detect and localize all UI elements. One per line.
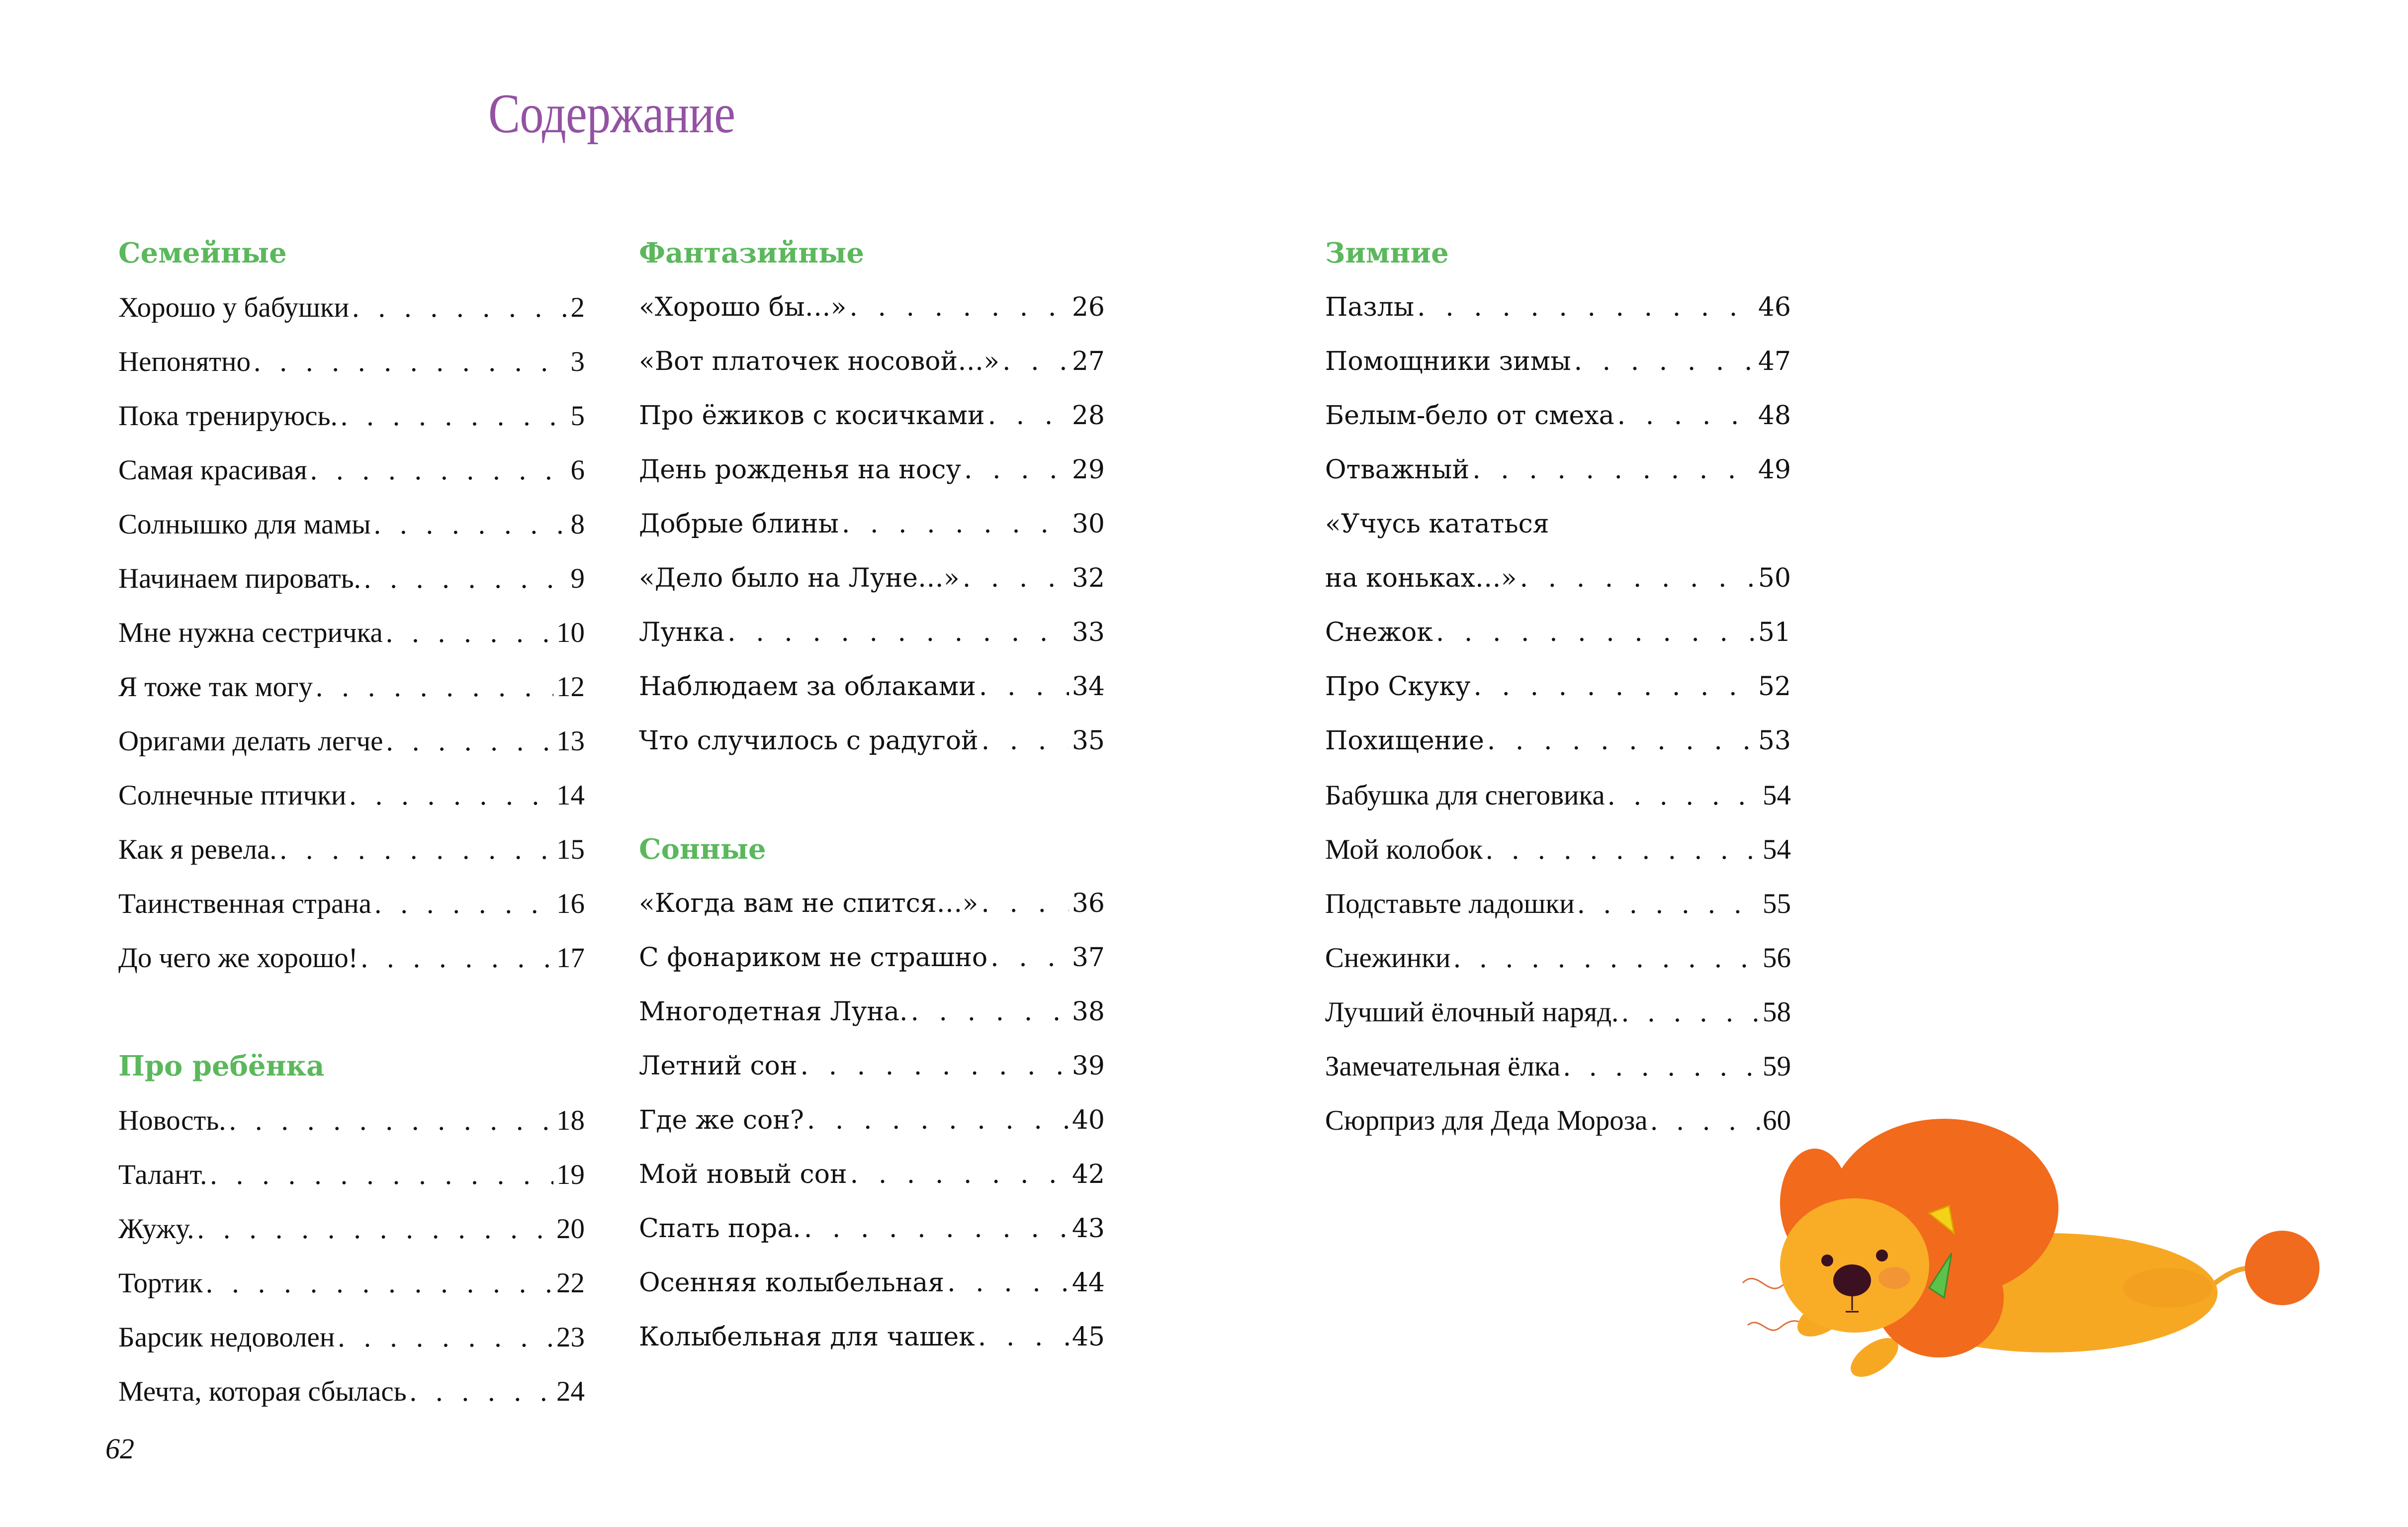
toc-entry[interactable]: «Когда вам не спится…» . . . 36 xyxy=(639,877,1105,931)
page-ref: 54 xyxy=(1763,780,1791,811)
dot-leader xyxy=(849,280,1069,335)
toc-entry[interactable]: Солнечные птички . . . 14 xyxy=(118,768,585,822)
dot-leader xyxy=(842,497,1069,551)
toc-entry[interactable]: Сюрприз для Деда Мороза . . . 60 xyxy=(1325,1093,1791,1148)
toc-entry[interactable]: Солнышко для мамы . . . 8 xyxy=(118,497,585,551)
dot-leader xyxy=(1621,985,1760,1039)
page-ref: 23 xyxy=(556,1322,585,1353)
toc-entry[interactable]: Пазлы . . . 46 xyxy=(1325,280,1791,335)
page-ref: 9 xyxy=(570,563,585,594)
dot-leader xyxy=(947,1256,1069,1310)
dot-leader xyxy=(1417,280,1755,335)
toc-entry[interactable]: Про Скуку . . . 52 xyxy=(1325,660,1791,714)
dot-leader xyxy=(979,660,1069,714)
dot-leader xyxy=(850,1148,1069,1202)
toc-entry[interactable]: Мой колобок . . . 54 xyxy=(1325,822,1791,877)
section-gap xyxy=(118,985,585,1039)
page-ref: 39 xyxy=(1071,1051,1105,1081)
section-gap xyxy=(639,768,1105,822)
page-ref: 13 xyxy=(556,725,585,757)
toc-entry[interactable]: Оригами делать легче . . . 13 xyxy=(118,714,585,768)
dot-leader xyxy=(727,606,1069,660)
toc-entry[interactable]: Жужу. . . . 20 xyxy=(118,1202,585,1256)
dot-leader xyxy=(229,1093,553,1148)
page-ref: 22 xyxy=(556,1267,585,1299)
dot-leader xyxy=(1453,931,1760,985)
toc-entry[interactable]: Снежок . . . 51 xyxy=(1325,606,1791,660)
toc-entry[interactable]: Барсик недоволен . . . 23 xyxy=(118,1310,585,1364)
toc-entry[interactable]: Пока тренируюсь. . . . 5 xyxy=(118,389,585,443)
toc-entry[interactable]: Мне нужна сестричка . . . 10 xyxy=(118,606,585,660)
dot-leader xyxy=(254,335,567,389)
page-ref: 3 xyxy=(570,346,585,377)
dot-leader xyxy=(386,714,553,768)
toc-entry[interactable]: Лунка . . . 33 xyxy=(639,606,1105,660)
toc-entry[interactable]: «Дело было на Луне…» . . . 32 xyxy=(639,551,1105,606)
toc-entry[interactable]: Колыбельная для чашек . . . 45 xyxy=(639,1310,1105,1364)
dot-leader xyxy=(1436,606,1755,660)
dot-leader xyxy=(804,1202,1069,1256)
dot-leader xyxy=(1563,1039,1760,1093)
toc-entry[interactable]: Летний сон . . . 39 xyxy=(639,1039,1105,1093)
section-heading-fantasy: Фантазийные xyxy=(639,237,864,269)
dot-leader xyxy=(981,714,1069,768)
toc-entry-continued[interactable]: «Учусь кататься xyxy=(1325,509,1549,539)
dot-leader xyxy=(990,931,1069,985)
dot-leader xyxy=(911,985,1069,1039)
toc-entry[interactable]: Начинаем пировать. . . . 9 xyxy=(118,551,585,606)
page-title: Содержание xyxy=(488,83,735,145)
page-ref: 38 xyxy=(1071,997,1105,1027)
page-ref: 29 xyxy=(1071,455,1105,485)
page-ref: 53 xyxy=(1758,726,1791,756)
page-ref: 24 xyxy=(556,1376,585,1407)
page-ref: 58 xyxy=(1763,996,1791,1028)
toc-entry[interactable]: Добрые блины . . . 30 xyxy=(639,497,1105,551)
toc-entry[interactable]: До чего же хорошо! . . . 17 xyxy=(118,931,585,985)
section-heading-winter: Зимние xyxy=(1325,237,1449,269)
dot-leader xyxy=(338,1310,553,1364)
page-ref: 54 xyxy=(1763,834,1791,865)
toc-entry[interactable]: «Хорошо бы…» . . . 26 xyxy=(639,280,1105,335)
toc-entry[interactable]: Новость. . . . 18 xyxy=(118,1093,585,1148)
dot-leader xyxy=(1617,389,1755,443)
toc-entry[interactable]: Мечта, которая сбылась . . . 24 xyxy=(118,1364,585,1419)
toc-entry[interactable]: Как я ревела. . . . 15 xyxy=(118,822,585,877)
dot-leader xyxy=(280,822,553,877)
dot-leader xyxy=(963,551,1069,606)
toc-entry[interactable]: Осенняя колыбельная . . . 44 xyxy=(639,1256,1105,1310)
page-ref: 17 xyxy=(556,942,585,974)
dot-leader xyxy=(341,389,568,443)
page-ref: 18 xyxy=(556,1105,585,1136)
dot-leader xyxy=(978,1310,1069,1364)
section-heading-about-child: Про ребёнка xyxy=(118,1050,325,1082)
page-ref: 10 xyxy=(556,617,585,648)
dot-leader xyxy=(1002,335,1069,389)
section-heading-sleepy: Сонные xyxy=(639,833,766,866)
page-ref: 5 xyxy=(570,400,585,432)
toc-entry[interactable]: Хорошо у бабушки . . . 2 xyxy=(118,280,585,335)
page-ref: 33 xyxy=(1071,618,1105,647)
dot-leader xyxy=(364,551,568,606)
page-ref: 8 xyxy=(570,509,585,540)
dot-leader xyxy=(1486,822,1760,877)
page-ref: 26 xyxy=(1071,292,1105,322)
dot-leader xyxy=(981,877,1069,931)
dot-leader xyxy=(316,660,553,714)
page-ref: 20 xyxy=(556,1213,585,1245)
page-ref: 37 xyxy=(1071,943,1105,973)
page-ref: 47 xyxy=(1758,347,1791,376)
toc-entry[interactable]: Отважный . . . 49 xyxy=(1325,443,1791,497)
toc-entry[interactable]: С фонариком не страшно . . . 37 xyxy=(639,931,1105,985)
toc-entry[interactable]: Подставьте ладошки . . . 55 xyxy=(1325,877,1791,931)
toc-entry[interactable]: Многодетная Луна. . . . 38 xyxy=(639,985,1105,1039)
page-ref: 48 xyxy=(1758,401,1791,431)
toc-entry[interactable]: Белым-бело от смеха . . . 48 xyxy=(1325,389,1791,443)
page-ref: 35 xyxy=(1071,726,1105,756)
toc-column-1 xyxy=(118,226,585,1419)
page-number: 62 xyxy=(105,1433,134,1465)
dot-leader xyxy=(206,1256,553,1310)
page-ref: 6 xyxy=(570,454,585,486)
toc-entry[interactable]: на коньках…» . . . 50 xyxy=(1325,551,1791,606)
dot-leader xyxy=(386,606,553,660)
page-ref: 52 xyxy=(1758,672,1791,702)
dot-leader xyxy=(1472,443,1755,497)
page-ref: 45 xyxy=(1071,1322,1105,1352)
toc-column-2 xyxy=(639,226,1105,1364)
page-ref: 2 xyxy=(570,292,585,323)
dot-leader xyxy=(374,497,568,551)
page-ref: 56 xyxy=(1763,942,1791,974)
page-ref: 60 xyxy=(1763,1105,1791,1136)
dot-leader xyxy=(410,1364,553,1419)
dot-leader xyxy=(374,877,553,931)
toc-column-3 xyxy=(1325,226,1791,1148)
toc-entry[interactable]: Спать пора. . . . 43 xyxy=(639,1202,1105,1256)
toc-entry[interactable]: День рожденья на носу . . . 29 xyxy=(639,443,1105,497)
toc-entry[interactable]: Талант. . . . 19 xyxy=(118,1148,585,1202)
dot-leader xyxy=(988,389,1069,443)
page-ref: 30 xyxy=(1071,509,1105,539)
page-ref: 27 xyxy=(1071,347,1105,376)
page-ref: 51 xyxy=(1758,618,1791,647)
page-ref: 42 xyxy=(1071,1160,1105,1189)
toc-entry[interactable]: Я тоже так могу . . . 12 xyxy=(118,660,585,714)
dot-leader xyxy=(801,1039,1069,1093)
toc-entry[interactable]: Что случилось с радугой . . . 35 xyxy=(639,714,1105,768)
dot-leader xyxy=(1473,660,1755,714)
toc-entry[interactable]: Самая красивая . . . 6 xyxy=(118,443,585,497)
dot-leader xyxy=(361,931,553,985)
page-ref: 55 xyxy=(1763,888,1791,919)
dot-leader xyxy=(310,443,568,497)
page-ref: 59 xyxy=(1763,1051,1791,1082)
dot-leader xyxy=(352,280,567,335)
toc-entry[interactable]: Тортик . . . 22 xyxy=(118,1256,585,1310)
page-ref: 34 xyxy=(1071,672,1105,702)
toc-entry[interactable]: Помощники зимы . . . 47 xyxy=(1325,335,1791,389)
lion-cub-illustration-icon xyxy=(1730,1089,2342,1397)
toc-entry[interactable]: Непонятно . . . 3 xyxy=(118,335,585,389)
section-heading-family: Семейные xyxy=(118,237,287,269)
page-ref: 36 xyxy=(1071,889,1105,918)
page-ref: 50 xyxy=(1758,563,1791,593)
page-ref: 46 xyxy=(1758,292,1791,322)
toc-entry[interactable]: Где же сон? . . . 40 xyxy=(639,1093,1105,1148)
toc-entry[interactable]: Наблюдаем за облаками . . . 34 xyxy=(639,660,1105,714)
page-ref: 19 xyxy=(556,1159,585,1190)
dot-leader xyxy=(1608,768,1760,822)
toc-entry[interactable]: Мой новый сон . . . 42 xyxy=(639,1148,1105,1202)
toc-entry[interactable]: Про ёжиков с косичками . . . 28 xyxy=(639,389,1105,443)
toc-entry[interactable]: Похищение . . . 53 xyxy=(1325,714,1791,768)
toc-entry[interactable]: «Вот платочек носовой…» . . . 27 xyxy=(639,335,1105,389)
dot-leader xyxy=(964,443,1069,497)
toc-entry[interactable]: Бабушка для снеговика . . . 54 xyxy=(1325,768,1791,822)
dot-leader xyxy=(1487,714,1755,768)
page-ref: 49 xyxy=(1758,455,1791,485)
dot-leader xyxy=(349,768,553,822)
page-ref: 15 xyxy=(556,834,585,865)
page-ref: 44 xyxy=(1071,1268,1105,1298)
page-ref: 43 xyxy=(1071,1214,1105,1244)
page-ref: 32 xyxy=(1071,563,1105,593)
page-ref: 12 xyxy=(556,671,585,703)
toc-entry[interactable]: Снежинки . . . 56 xyxy=(1325,931,1791,985)
dot-leader xyxy=(807,1093,1069,1148)
dot-leader xyxy=(1574,335,1755,389)
dot-leader xyxy=(197,1202,553,1256)
page-ref: 16 xyxy=(556,888,585,919)
toc-entry[interactable]: Таинственная страна . . . 16 xyxy=(118,877,585,931)
dot-leader xyxy=(1520,551,1755,606)
page-ref: 40 xyxy=(1071,1105,1105,1135)
dot-leader xyxy=(1578,877,1760,931)
toc-entry[interactable]: Лучший ёлочный наряд. . . . 58 xyxy=(1325,985,1791,1039)
page-ref: 28 xyxy=(1071,401,1105,431)
dot-leader xyxy=(210,1148,553,1202)
toc-entry[interactable]: Замечательная ёлка . . . 59 xyxy=(1325,1039,1791,1093)
page-ref: 14 xyxy=(556,780,585,811)
